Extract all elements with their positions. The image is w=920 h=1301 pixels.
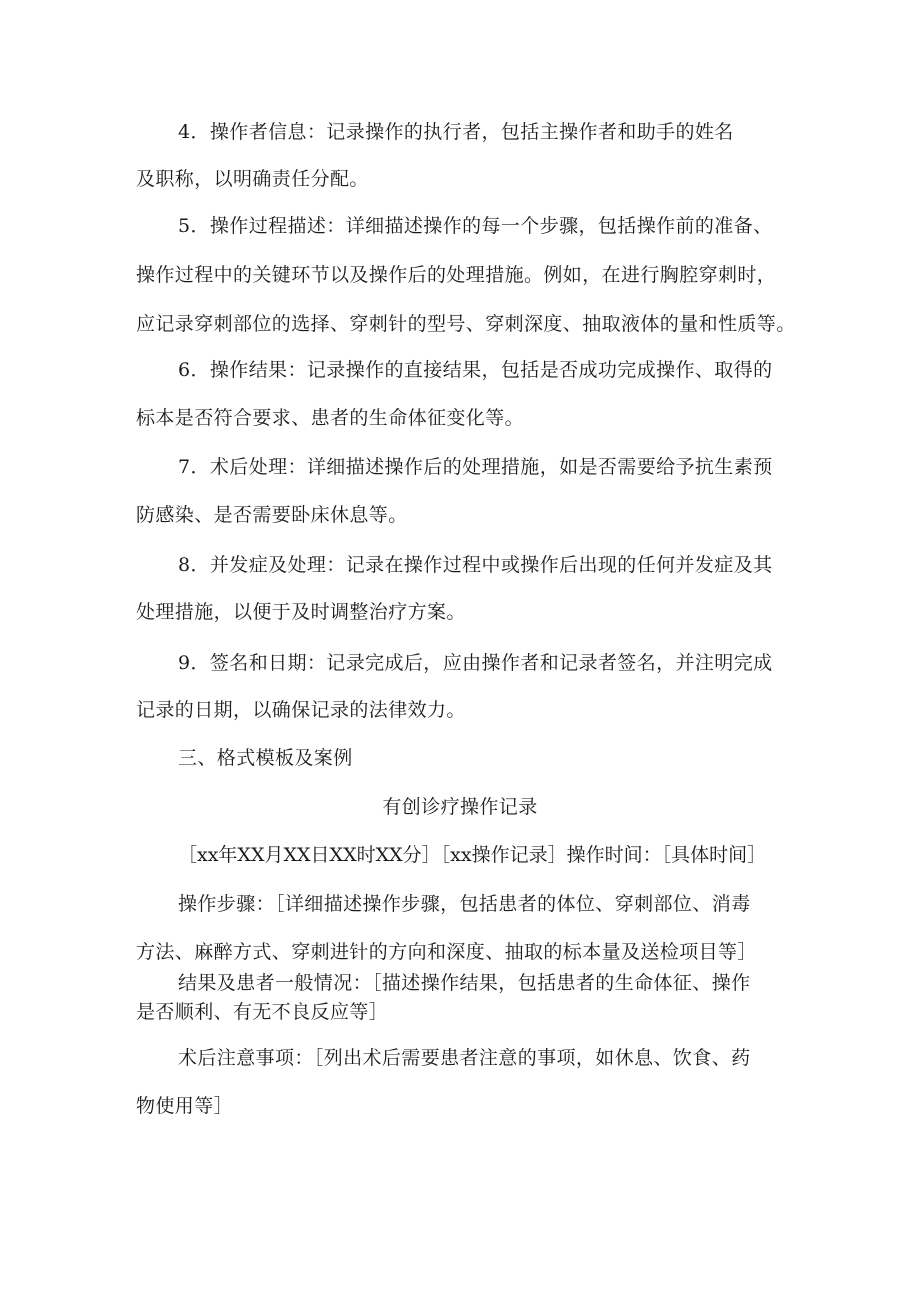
item-8-line-1: 8．并发症及处理：记录在操作过程中或操作后出现的任何并发症及其 [178, 554, 773, 576]
postop-line-2: 物使用等］ [136, 1095, 234, 1117]
result-line-1: 结果及患者一般情况：［描述操作结果，包括患者的生命体征、操作 [178, 972, 751, 994]
section-3-heading: 三、格式模板及案例 [178, 747, 353, 769]
item-4-line-1: 4．操作者信息：记录操作的执行者，包括主操作者和助手的姓名 [178, 121, 734, 143]
item-9-line-2: 记录的日期，以确保记录的法律效力。 [136, 699, 466, 721]
item-9-line-1: 9．签名和日期：记录完成后，应由操作者和记录者签名，并注明完成 [178, 652, 773, 674]
item-7-line-2: 防感染、是否需要卧床休息等。 [136, 504, 408, 526]
item-5-line-3: 应记录穿刺部位的选择、穿刺针的型号、穿刺深度、抽取液体的量和性质等。 [136, 313, 796, 335]
item-8-line-2: 处理措施，以便于及时调整治疗方案。 [136, 601, 466, 623]
template-header: ［xx年XX月XX日XX时XX分］［xx操作记录］操作时间：［具体时间］ [178, 844, 767, 866]
steps-line-1: 操作步骤：［详细描述操作步骤，包括患者的体位、穿刺部位、消毒 [178, 893, 751, 915]
item-4-line-2: 及职称，以明确责任分配。 [136, 168, 369, 190]
item-5-line-1: 5．操作过程描述：详细描述操作的每一个步骤，包括操作前的准备、 [178, 215, 773, 237]
template-title: 有创诊疗操作记录 [382, 796, 538, 818]
result-line-2: 是否顺利、有无不良反应等］ [136, 1001, 389, 1023]
item-7-line-1: 7．术后处理：详细描述操作后的处理措施，如是否需要给予抗生素预 [178, 456, 773, 478]
postop-line-1: 术后注意事项：［列出术后需要患者注意的事项，如休息、饮食、药 [178, 1047, 751, 1069]
item-5-line-2: 操作过程中的关键环节以及操作后的处理措施。例如，在进行胸腔穿刺时， [136, 264, 777, 286]
steps-line-2: 方法、麻醉方式、穿刺进针的方向和深度、抽取的标本量及送检项目等］ [136, 941, 757, 963]
item-6-line-1: 6．操作结果：记录操作的直接结果，包括是否成功完成操作、取得的 [178, 359, 773, 381]
item-6-line-2: 标本是否符合要求、患者的生命体征变化等。 [136, 407, 525, 429]
